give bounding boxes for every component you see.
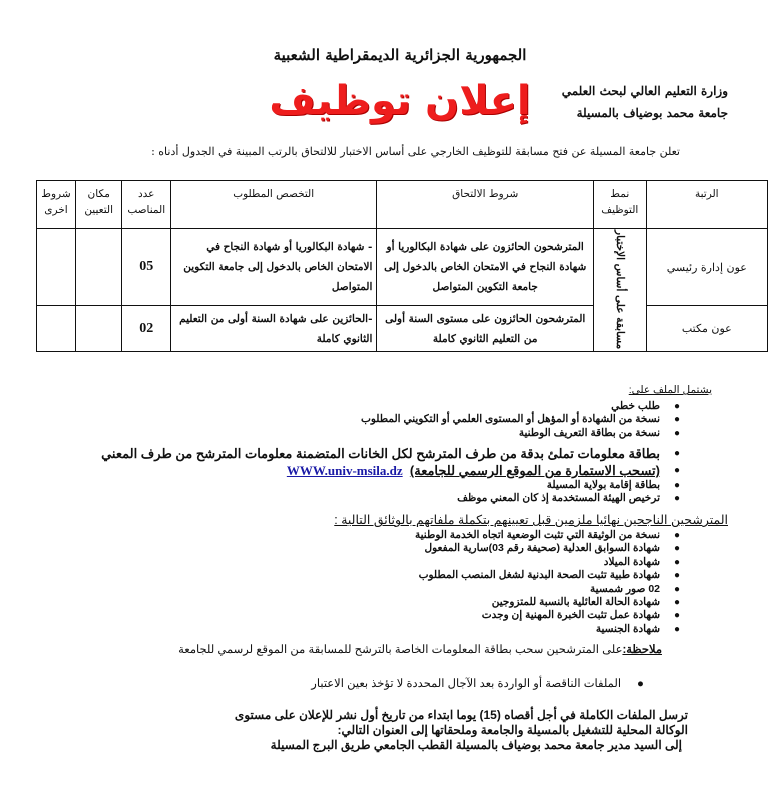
- bullet-icon: ●: [673, 623, 680, 635]
- list-item-text: بطاقة إقامة بولاية المسيلة: [546, 479, 660, 491]
- bullet-icon: ●: [673, 530, 680, 541]
- list-item-text: طلب خطي: [611, 400, 660, 412]
- file-section: [112, 384, 712, 440]
- university-name: جامعة محمد بوضياف بالمسيلة: [576, 106, 728, 120]
- list-item-text: نسخة من الوثيقة التي تثبت الوضعية اتجاه الخدمة الوطنية: [415, 529, 660, 541]
- list-item: [112, 462, 686, 479]
- list-item: [112, 479, 686, 492]
- bullet-icon: ●: [673, 401, 680, 412]
- university-website-link[interactable]: WWW.univ-msila.dz: [286, 463, 403, 478]
- bullet-icon: ●: [673, 493, 680, 505]
- ministry-name: وزارة التعليم العالي لبحث العلمي: [561, 84, 728, 98]
- cell-other: [37, 229, 76, 306]
- note-text: على المترشحين سحب بطاقة المعلومات الخاصة بالترشح للمسابقة من الموقع لرسمي للجامعة: [178, 644, 623, 656]
- list-item-text: نسخة من الشهادة أو المؤهل أو المستوى العلمي أو التكويني المطلوب: [360, 413, 660, 426]
- incomplete-notice-text: الملفات الناقصة أو الواردة بعد الآجال المحددة لا تؤخذ بعين الاعتبار: [311, 678, 622, 690]
- cell-conditions: المترشحون الحائزون على مستوى السنة أولى من التعليم الثانوي كاملة: [377, 306, 594, 352]
- list-item: [88, 596, 686, 609]
- bullet-icon: ●: [673, 427, 680, 439]
- bullet-icon: ●: [673, 414, 680, 426]
- list-item-text: شهادة الجنسية: [595, 622, 660, 635]
- bullet-icon: ●: [673, 465, 680, 476]
- list-item-text: شهادة طبية تثبت الصحة البدنية لشغل المنصب المطلوب: [418, 569, 660, 582]
- header-other: شروط اخرى: [37, 181, 76, 229]
- bullet-icon: ●: [673, 556, 680, 568]
- list-item: [88, 569, 686, 582]
- incomplete-notice: [104, 676, 644, 690]
- submission-address: إلى السيد مدير جامعة محمد بوضياف بالمسيلة القطب الجامعي طريق البرج المسيلة: [270, 738, 682, 752]
- successful-section: [88, 512, 728, 636]
- list-item: [88, 529, 686, 542]
- list-item-text: شهادة الحالة العائلية بالنسبة للمتزوجين: [491, 596, 660, 609]
- bullet-icon: ●: [673, 583, 680, 595]
- intro-text: تعلن جامعة المسيلة عن فتح مسابقة للتوظيف الخارجي على أساس الاختبار للالتحاق بالرتب المبينة في الجدول أدناه :: [151, 145, 680, 158]
- bullet-icon: ●: [637, 678, 644, 690]
- list-item: [112, 492, 686, 505]
- cell-location: [75, 229, 122, 306]
- submission-line-2: الوكالة المحلية للتشغيل بالمسيلة والجامعة وملحقاتها إلى العنوان التالي:: [337, 723, 688, 737]
- positions-table: [36, 180, 768, 352]
- bullet-icon: ●: [673, 610, 680, 622]
- list-item-text: نسخة من بطاقة التعريف الوطنية: [518, 426, 660, 439]
- list-item: [88, 542, 686, 555]
- list-item: [88, 583, 686, 596]
- note-label: ملاحظة:: [622, 644, 662, 656]
- bullet-icon: ●: [673, 480, 680, 491]
- header-specialty: التخصص المطلوب: [171, 181, 377, 229]
- cell-mode: [593, 229, 646, 352]
- mode-value: مسابقة على أساس الإختبار: [613, 230, 626, 350]
- list-item: [112, 427, 686, 440]
- list-item-text: بطاقة معلومات تملئ بدقة من طرف المترشح لكل الخانات المتضمنة معلومات المترشح من طرف المعني: [101, 446, 660, 461]
- cell-other: [37, 306, 76, 352]
- bullet-icon: ●: [673, 570, 680, 582]
- successful-section-title: المترشحين الناجحين نهائيا ملزمين قبل تعيينهم بتكملة ملفاتهم بالوثائق التالية :: [334, 513, 728, 527]
- list-item: [112, 413, 686, 426]
- bullet-icon: ●: [673, 543, 680, 555]
- republic-title: الجمهورية الجزائرية الديمقراطية الشعبية: [273, 46, 527, 64]
- file-items-list: [112, 400, 686, 440]
- header-location: مكان التعيين: [75, 181, 122, 229]
- cell-positions: 02: [122, 306, 171, 352]
- header-positions: عدد المناصب: [122, 181, 171, 229]
- table-header-row: [37, 181, 768, 229]
- note-line: [62, 642, 662, 656]
- table-row: [37, 306, 768, 352]
- list-item: [88, 623, 686, 636]
- list-item-text: شهادة السوابق العدلية (صحيفة رقم 03)سارية المفعول: [424, 542, 660, 555]
- cell-specialty: -الحائزين على شهادة السنة أولى من التعليم الثانوي كاملة: [171, 306, 377, 352]
- list-item: [101, 445, 686, 462]
- list-item: [88, 609, 686, 622]
- bullet-icon: ●: [673, 597, 680, 609]
- announcement-headline: إعلان توظيف: [269, 78, 531, 124]
- header-rank: الرتبة: [646, 181, 767, 229]
- list-item-text: شهادة عمل تثبت الخبرة المهنية إن وجدت: [481, 609, 660, 622]
- list-item-text: 02 صور شمسية: [590, 582, 660, 595]
- bullet-icon: ●: [673, 448, 680, 459]
- header-conditions: شروط الالتحاق: [377, 181, 594, 229]
- cell-location: [75, 306, 122, 352]
- cell-rank: عون إدارة رئيسي: [646, 229, 767, 306]
- file-section-title: يشتمل الملف على:: [628, 384, 712, 396]
- cell-positions: 05: [122, 229, 171, 306]
- cell-conditions: المترشحون الحائزون على شهادة البكالوريا أو شهادة النجاح في الامتحان الخاص بالدخول إلى جامعة التكوين المتواصل: [377, 229, 594, 306]
- cell-specialty: - شهادة البكالوريا أو شهادة النجاح في الامتحان الخاص بالدخول إلى جامعة التكوين المتواصل: [171, 229, 377, 306]
- submission-line-1: ترسل الملفات الكاملة في أجل أقصاه (15) يوما ابتداء من تاريخ أول نشر للإعلان على مستوى: [234, 708, 688, 722]
- cell-rank: عون مكتب: [646, 306, 767, 352]
- header-mode: نمط التوظيف: [593, 181, 646, 229]
- list-item: [112, 400, 686, 413]
- submission-block: [68, 708, 688, 753]
- list-item-text: ترخيص الهيئة المستخدمة إذ كان المعني موظف: [457, 492, 660, 505]
- list-item: [88, 556, 686, 569]
- list-item-text: شهادة الميلاد: [603, 555, 660, 568]
- successful-items-list: [88, 529, 686, 636]
- table-row: [37, 229, 768, 306]
- file-items-list-2: [101, 445, 686, 506]
- download-note: (تسحب الاستمارة من الموقع الرسمي للجامعة): [409, 463, 660, 478]
- file-section-continued: [101, 445, 712, 506]
